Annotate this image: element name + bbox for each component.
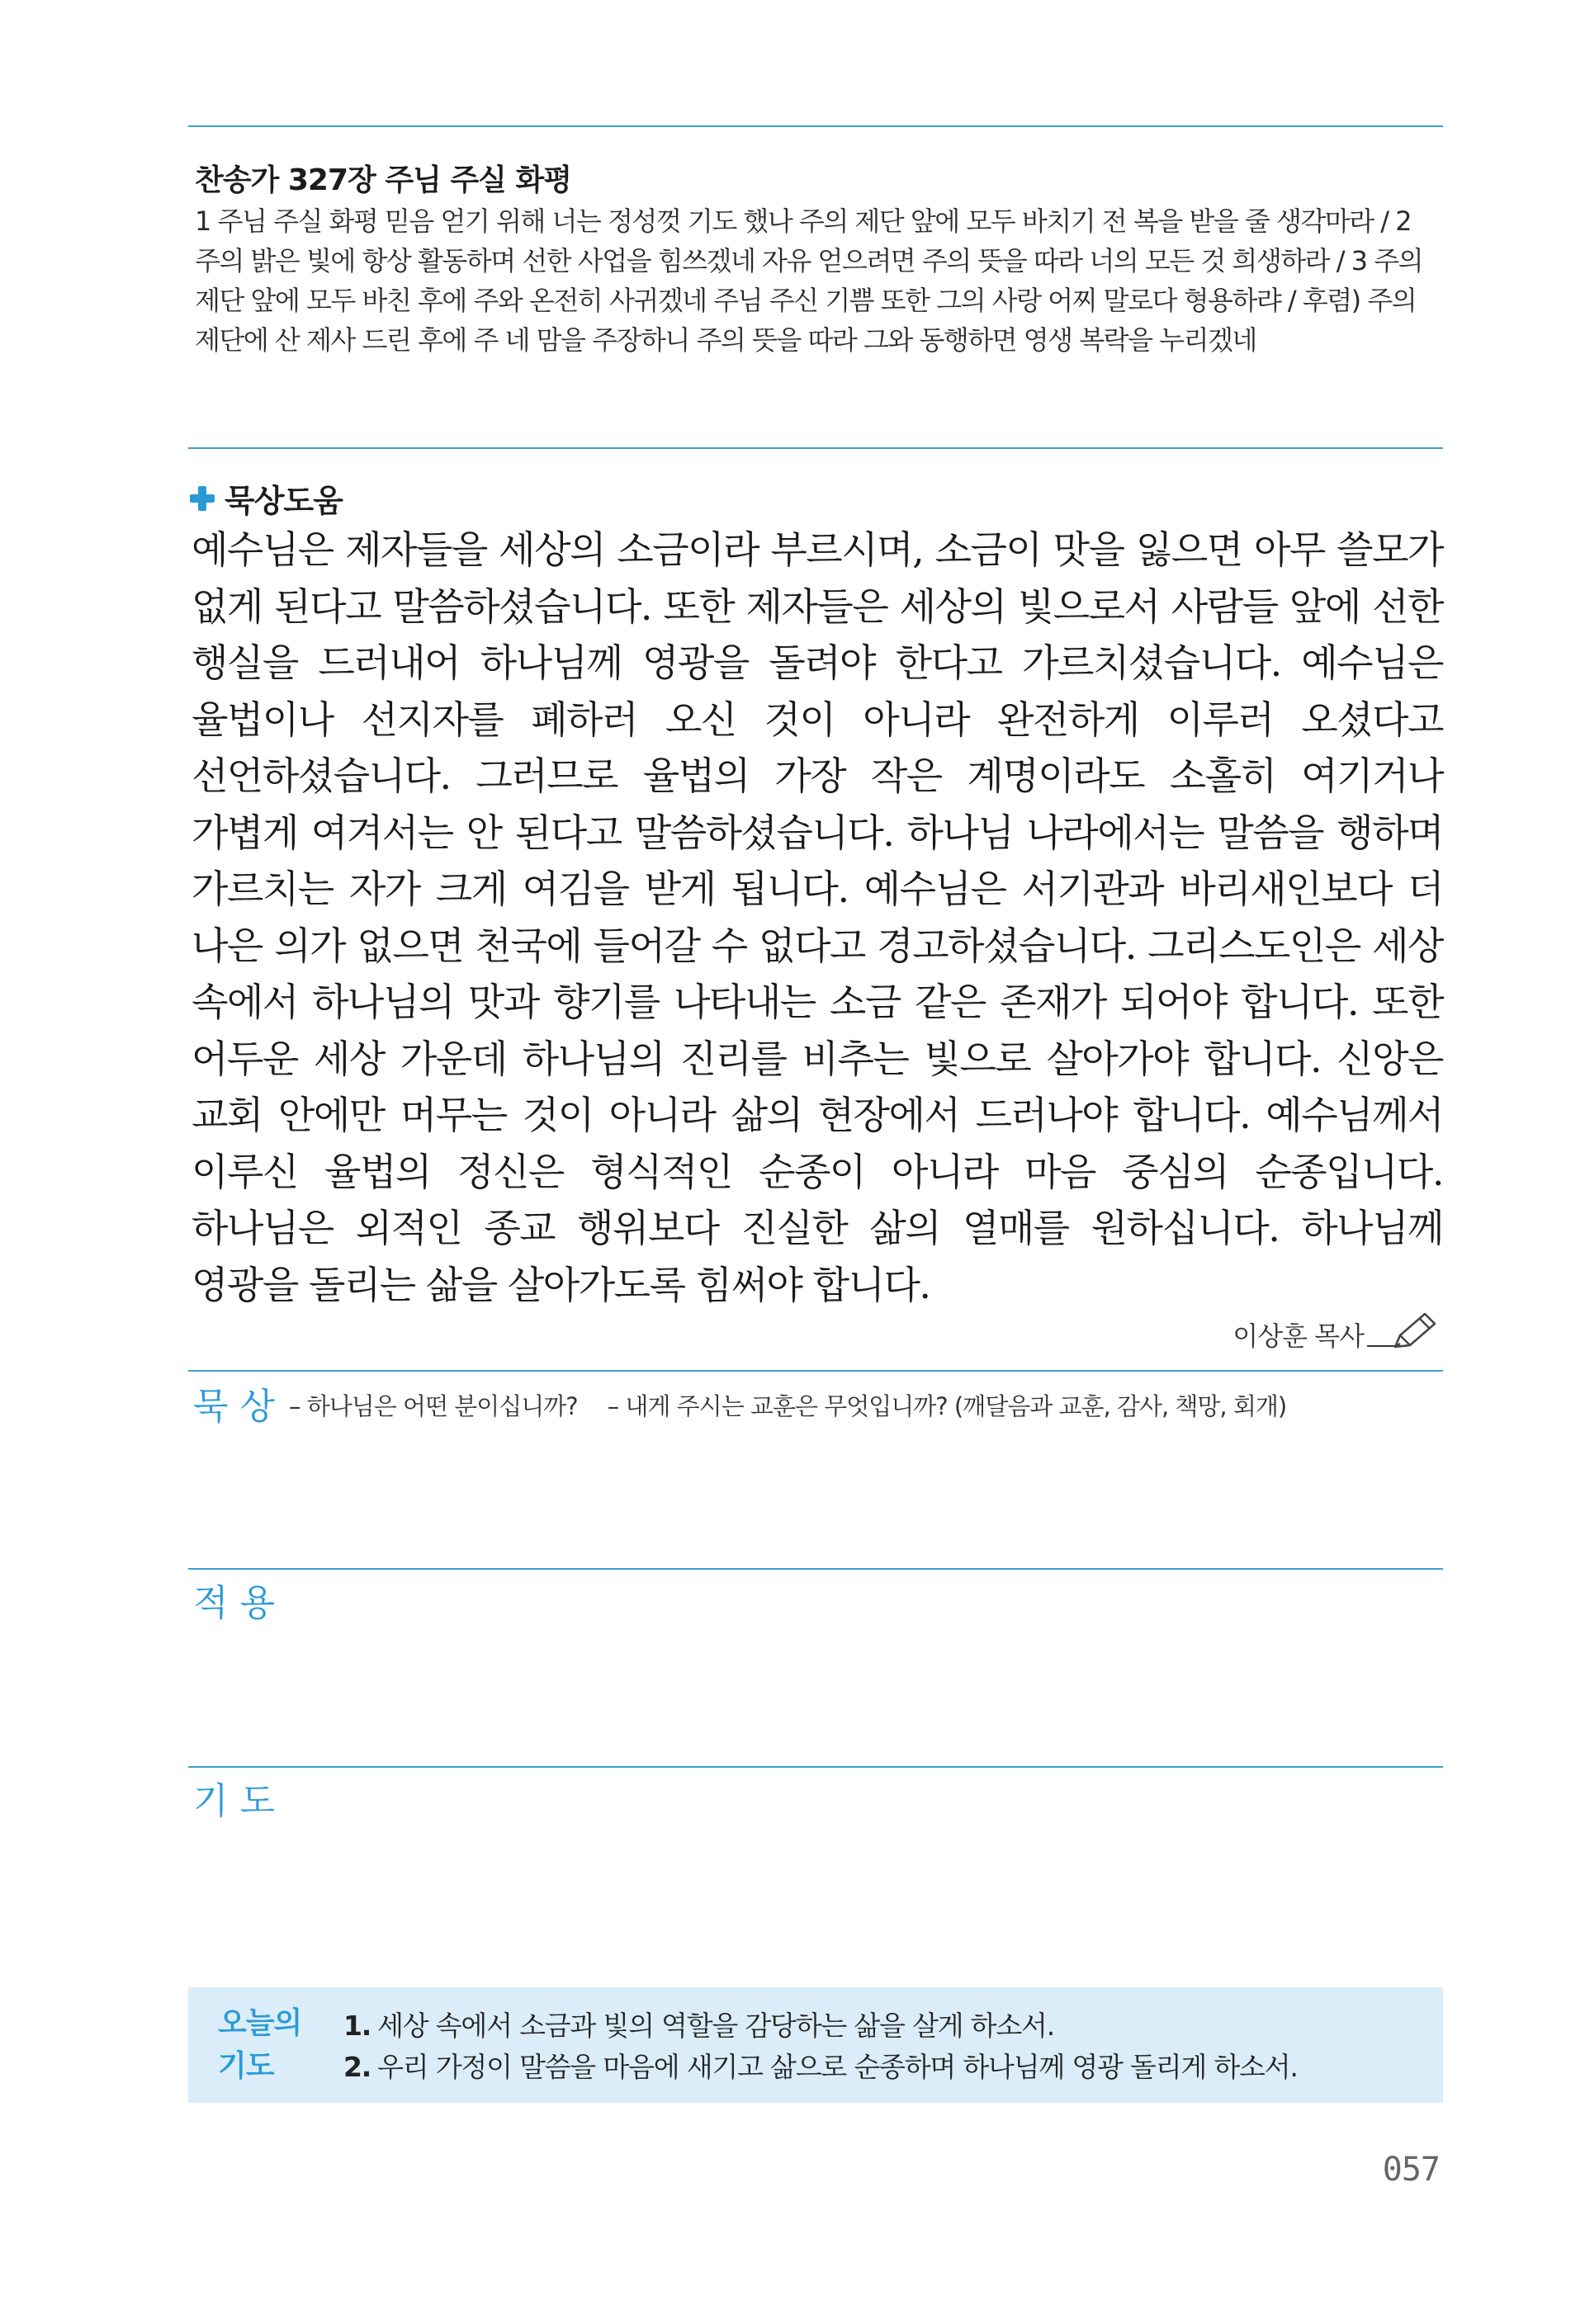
prayer-item-text: 우리 가정이 말씀을 마음에 새기고 삶으로 순종하며 하나님께 영광 돌리게 하소서.	[377, 2051, 1298, 2083]
prayer-item-number: 1.	[343, 2010, 371, 2042]
prayer-item	[343, 2005, 1298, 2047]
top-rule	[188, 125, 1443, 127]
application-rule	[188, 1568, 1443, 1570]
prayer-label: 기도	[193, 1780, 287, 1822]
author-signature	[1233, 1311, 1441, 1353]
question-2: – 내게 주시는 교훈은 무엇입니까? (깨달음과 교훈, 감사, 책망, 회개)	[607, 1392, 1287, 1420]
meditation-rule	[188, 1370, 1443, 1372]
todays-prayer-label: 오늘의 기도	[218, 2006, 302, 2083]
hymn-bottom-rule	[188, 447, 1443, 449]
meditation-help-header	[190, 475, 343, 521]
meditation-body: 예수님은 제자들을 세상의 소금이라 부르시며, 소금이 맛을 잃으면 아무 쓸모가 없게 된다고 말씀하셨습니다. 또한 제자들은 세상의 빛으로서 사람들 앞에 선한 행실을 드러내어 하나님께 영광을 돌려야 한다고 가르치셨습니다. 예수님은 율법이나 선지자를 폐하러 오신 것이 아니라 완전하게 이루러 오셨다고 선언하셨습니다. 그러므로 율법의 가장 작은 계명이라도 소홀히 여기거나 가볍게 여겨서는 안 된다고 말씀하셨습니다. 하나님 나라에서는 말씀을 행하며 가르치는 자가 크게 여김을 받게 됩니다. 예수님은 서기관과 바리새인보다 더 나은 의가 없으면 천국에 들어갈 수 없다고 경고하셨습니다. 그리스도인은 세상 속에서 하나님의 맛과 향기를 나타내는 소금 같은 존재가 되어야 합니다. 또한 어두운 세상 가운데 하나님의 진리를 비추는 빛으로 살아가야 합니다. 신앙은 교회 안에만 머무는 것이 아니라 삶의 현장에서 드러나야 합니다. 예수님께서 이루신 율법의 정신은 형식적인 순종이 아니라 마음 중심의 순종입니다. 하나님은 외적인 종교 행위보다 진실한 삶의 열매를 원하십니다. 하나님께 영광을 돌리는 삶을 살아가도록 힘써야 합니다.	[192, 527, 1443, 1307]
hymn-lyrics: 1 주님 주실 화평 믿음 얻기 위해 너는 정성껏 기도 했나 주의 제단 앞에 모두 바치기 전 복을 받을 줄 생각마라 / 2 주의 밝은 빛에 항상 활동하며 선한 사업을 힘쓰겠네 자유 얻으려면 주의 뜻을 따라 너의 모든 것 희생하라 / 3 주의 제단 앞에 모두 바친 후에 주와 온전히 사귀겠네 주님 주신 기쁨 또한 그의 사랑 어찌 말로다 형용하랴 / 후렴) 주의 제단에 산 제사 드린 후에 주 네 맘을 주장하니 주의 뜻을 따라 그와 동행하면 영생 복락을 누리겠네	[195, 205, 1423, 356]
application-label: 적용	[193, 1582, 287, 1624]
todays-prayer-list	[343, 2005, 1298, 2088]
prayer-rule	[188, 1766, 1443, 1768]
prayer-item-number: 2.	[343, 2051, 371, 2083]
author-name: 이상훈 목사	[1233, 1320, 1364, 1352]
pencil-icon	[1389, 1311, 1441, 1353]
meditation-questions	[289, 1388, 1286, 1422]
todays-prayer-box	[188, 1987, 1443, 2103]
plus-icon	[190, 486, 215, 511]
meditation-help-title: 묵상도움	[225, 483, 343, 519]
prayer-item-text: 세상 속에서 소금과 빛의 역할을 감당하는 삶을 살게 하소서.	[377, 2010, 1054, 2042]
hymn-title: 찬송가 327장 주님 주실 화평	[195, 163, 572, 197]
prayer-item	[343, 2047, 1298, 2088]
meditation-label: 묵상	[193, 1386, 287, 1428]
question-1: – 하나님은 어떤 분이십니까?	[289, 1392, 578, 1420]
page-number: 057	[1382, 2151, 1440, 2189]
